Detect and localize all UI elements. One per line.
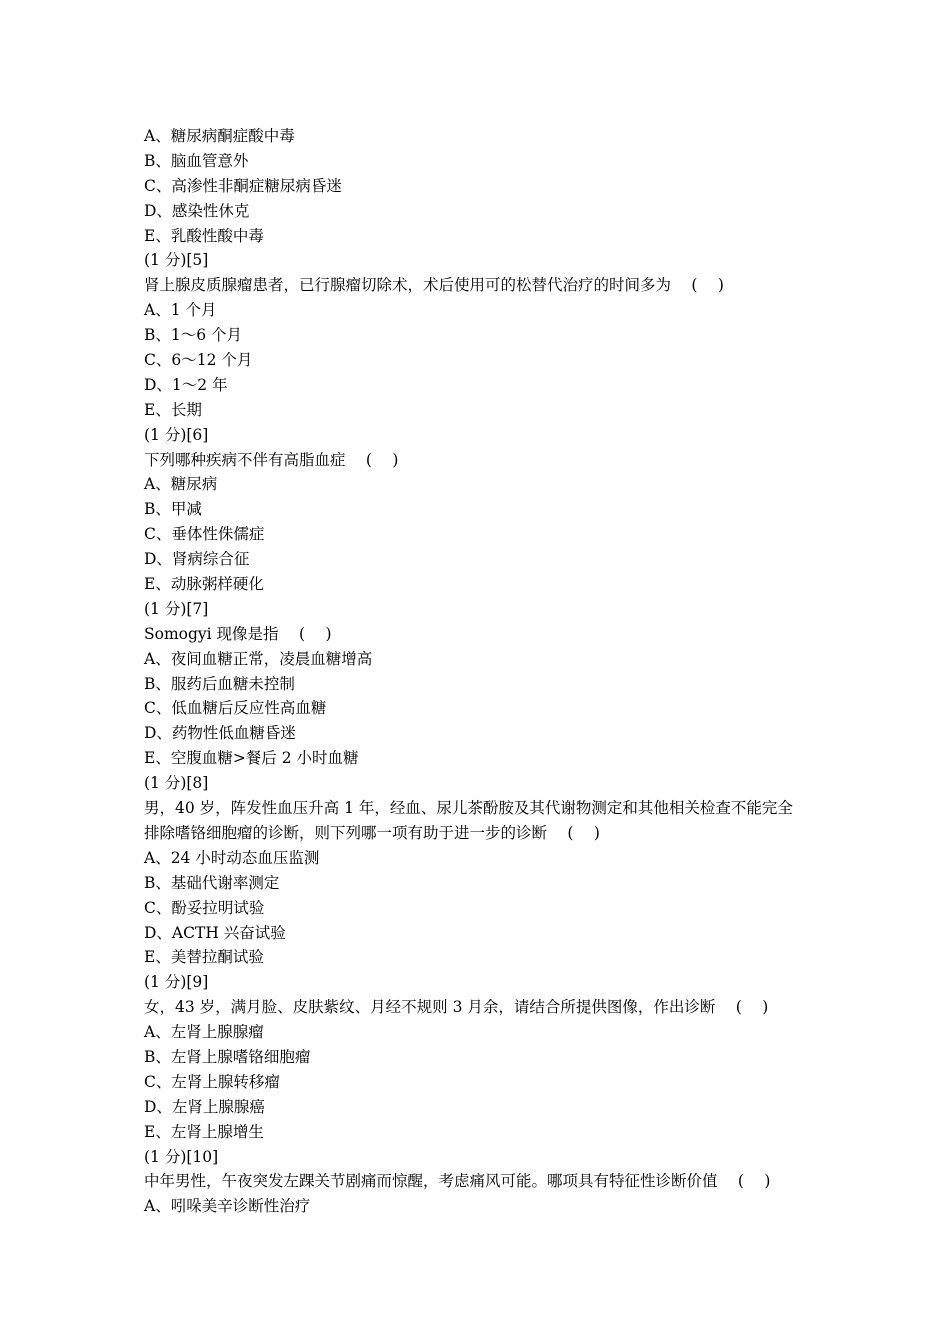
answer-option: C、6～12 个月 — [144, 351, 253, 370]
answer-option: B、甲减 — [144, 500, 202, 519]
answer-option: C、酚妥拉明试验 — [144, 898, 265, 917]
answer-option: A、糖尿病酮症酸中毒 — [144, 127, 295, 145]
question-score-label: (1 分)[5] — [144, 251, 209, 270]
answer-option: E、动脉粥样硬化 — [144, 575, 264, 594]
answer-option: E、空腹血糖>餐后 2 小时血糖 — [144, 749, 359, 768]
question-text: 中年男性，午夜突发左踝关节剧痛而惊醒，考虑痛风可能。哪项具有特征性诊断价值 ( ) — [144, 1172, 771, 1191]
question-score-label: (1 分)[6] — [144, 425, 209, 444]
question-text: 男，40 岁，阵发性血压升高 1 年，经血、尿儿茶酚胺及其代谢物测定和其他相关检查不能完全 — [144, 799, 793, 818]
answer-option: A、24 小时动态血压监测 — [144, 848, 320, 867]
answer-option: E、长期 — [144, 400, 202, 419]
answer-option: A、左肾上腺腺瘤 — [144, 1023, 264, 1042]
question-score-label: (1 分)[7] — [144, 599, 209, 618]
question-text: 排除嗜铬细胞瘤的诊断，则下列哪一项有助于进一步的诊断 ( ) — [144, 823, 600, 842]
answer-option: B、基础代谢率测定 — [144, 873, 280, 892]
answer-option: C、垂体性侏儒症 — [144, 525, 265, 544]
answer-option: D、1～2 年 — [144, 375, 228, 394]
answer-option: C、低血糖后反应性高血糖 — [144, 699, 327, 718]
answer-option: C、高渗性非酮症糖尿病昏迷 — [144, 176, 342, 195]
question-text: 肾上腺皮质腺瘤患者，已行腺瘤切除术，术后使用可的松替代治疗的时间多为 ( ) — [144, 276, 724, 295]
answer-option: A、糖尿病 — [144, 475, 218, 494]
answer-option: A、夜间血糖正常，凌晨血糖增高 — [144, 649, 373, 668]
question-text: 下列哪种疾病不伴有高脂血症 ( ) — [144, 450, 399, 469]
answer-option: E、左肾上腺增生 — [144, 1122, 264, 1141]
answer-option: D、感染性休克 — [144, 201, 250, 220]
question-text-block — [144, 124, 824, 1219]
answer-option: D、肾病综合征 — [144, 550, 250, 569]
answer-option: D、药物性低血糖昏迷 — [144, 724, 296, 743]
answer-option: E、乳酸性酸中毒 — [144, 226, 264, 245]
answer-option: D、ACTH 兴奋试验 — [144, 923, 286, 942]
question-score-label: (1 分)[9] — [144, 973, 209, 992]
answer-option: A、吲哚美辛诊断性治疗 — [144, 1197, 311, 1216]
answer-option: E、美替拉酮试验 — [144, 948, 264, 967]
question-text: 女，43 岁，满月脸、皮肤紫纹、月经不规则 3 月余，请结合所提供图像，作出诊断 ( ) — [144, 998, 769, 1017]
answer-option: C、左肾上腺转移瘤 — [144, 1072, 280, 1091]
answer-option: B、1～6 个月 — [144, 326, 243, 345]
question-text: Somogyi 现像是指 ( ) — [144, 624, 332, 643]
answer-option: B、左肾上腺嗜铬细胞瘤 — [144, 1047, 311, 1066]
answer-option: B、脑血管意外 — [144, 151, 249, 170]
answer-option: B、服药后血糖未控制 — [144, 674, 295, 693]
answer-option: A、1 个月 — [144, 301, 217, 320]
question-score-label: (1 分)[10] — [144, 1147, 219, 1166]
answer-option: D、左肾上腺腺癌 — [144, 1097, 265, 1116]
question-score-label: (1 分)[8] — [144, 774, 209, 793]
